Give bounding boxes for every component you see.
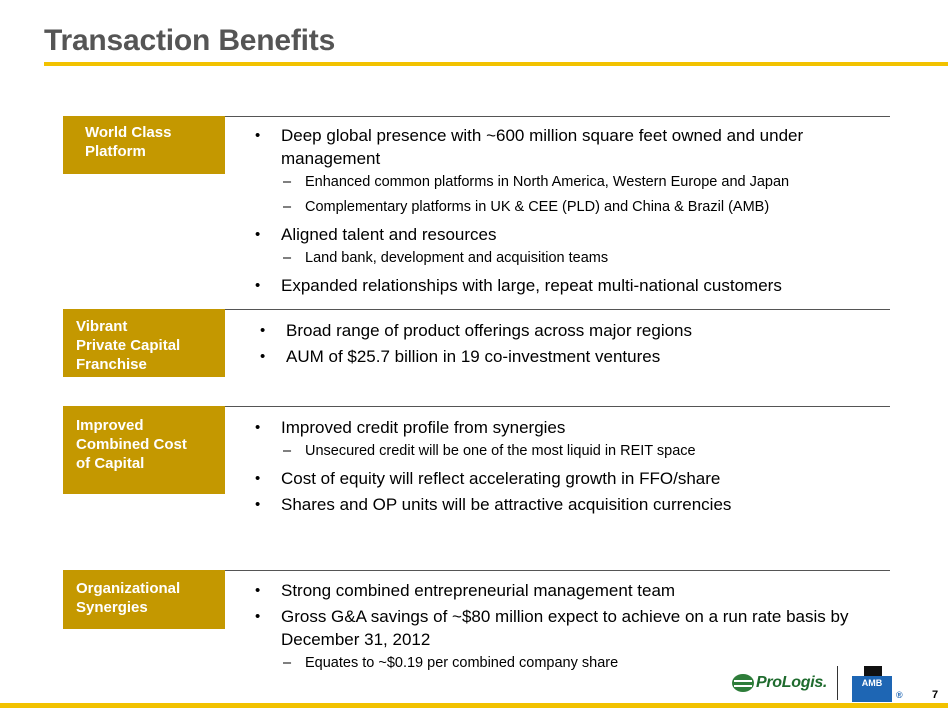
sub-item [255,173,885,192]
bullet-item [255,579,885,602]
sub-item [255,654,885,673]
bullet-marker: • [255,470,261,487]
section-label-organizational-synergies [63,570,225,629]
sub-text: Land bank, development and acquisition teams [305,250,609,266]
amb-logo [852,666,892,702]
page-title: Transaction Benefits [44,24,336,57]
bullet-item [260,345,890,368]
bullet-marker: • [255,127,261,144]
prologis-logo [732,674,827,692]
section-label-line: Platform [85,143,146,160]
bullet-item [255,124,885,170]
registered-mark: ® [896,690,903,700]
title-underline [44,62,948,66]
bullet-text: Aligned talent and resources [281,225,497,244]
bullet-text: Strong combined entrepreneurial management team [281,581,676,600]
section-label-line: Combined Cost [76,436,187,453]
prologis-logo-text: ProLogis. [756,674,828,691]
section-label-line: Private Capital [76,337,181,354]
section-label-line: World Class [85,124,172,141]
logo-divider [837,666,838,700]
dash-marker: – [283,655,292,671]
bullet-marker: • [255,226,261,243]
bullet-marker: • [255,277,261,294]
section-label-line: of Capital [76,455,145,472]
page-number: 7 [932,689,939,701]
bullet-item [255,416,885,439]
section-label-world-class-platform [63,116,225,174]
sub-item [255,249,885,268]
bullet-marker: • [255,496,261,513]
section-label-improved-cost-of-capital [63,406,225,494]
bullet-text: AUM of $25.7 billion in 19 co-investment ventures [286,347,661,366]
sub-text: Enhanced common platforms in North America, Western Europe and Japan [305,174,790,190]
section-label-line: Organizational [76,580,181,597]
section-divider [225,116,890,117]
bullet-item [255,223,885,246]
sub-item [255,442,885,461]
bullet-text: Expanded relationships with large, repeat multi-national customers [281,276,782,295]
bullet-text: Deep global presence with ~600 million square feet owned and under management [281,126,804,168]
bullet-text: Shares and OP units will be attractive acquisition currencies [281,495,732,514]
bullet-marker: • [260,348,266,365]
bullet-item [260,319,890,342]
section-content-world-class-platform [255,124,885,300]
sub-text: Unsecured credit will be one of the most liquid in REIT space [305,443,696,459]
bullet-text: Broad range of product offerings across major regions [286,321,693,340]
bullet-text: Cost of equity will reflect accelerating growth in FFO/share [281,469,721,488]
section-content-vibrant-private-capital [260,319,890,371]
section-label-line: Vibrant [76,318,128,335]
section-content-organizational-synergies [255,579,885,679]
sub-text: Equates to ~$0.19 per combined company share [305,655,619,671]
section-divider [225,570,890,571]
dash-marker: – [283,443,292,459]
bullet-marker: • [255,582,261,599]
section-divider [225,406,890,407]
dash-marker: – [283,199,292,215]
bullet-text: Gross G&A savings of ~$80 million expect to achieve on a run rate basis by December 31, 2012 [281,607,849,649]
section-label-vibrant-private-capital [63,309,225,377]
dash-marker: – [283,174,292,190]
section-divider [225,309,890,310]
section-label-line: Synergies [76,599,148,616]
bullet-marker: • [255,419,261,436]
sub-item [255,198,885,217]
amb-logo-text: AMB [852,676,892,702]
section-content-improved-cost-of-capital [255,416,885,519]
bullet-item [255,467,885,490]
sub-text: Complementary platforms in UK & CEE (PLD) and China & Brazil (AMB) [305,199,770,215]
section-label-line: Franchise [76,356,147,373]
dash-marker: – [283,250,292,266]
section-label-line: Improved [76,417,144,434]
bullet-marker: • [260,322,266,339]
bullet-item [255,605,885,651]
bullet-item [255,274,885,297]
bullet-marker: • [255,608,261,625]
footer-rule [0,703,948,708]
bullet-item [255,493,885,516]
globe-icon [732,674,754,692]
bullet-text: Improved credit profile from synergies [281,418,566,437]
